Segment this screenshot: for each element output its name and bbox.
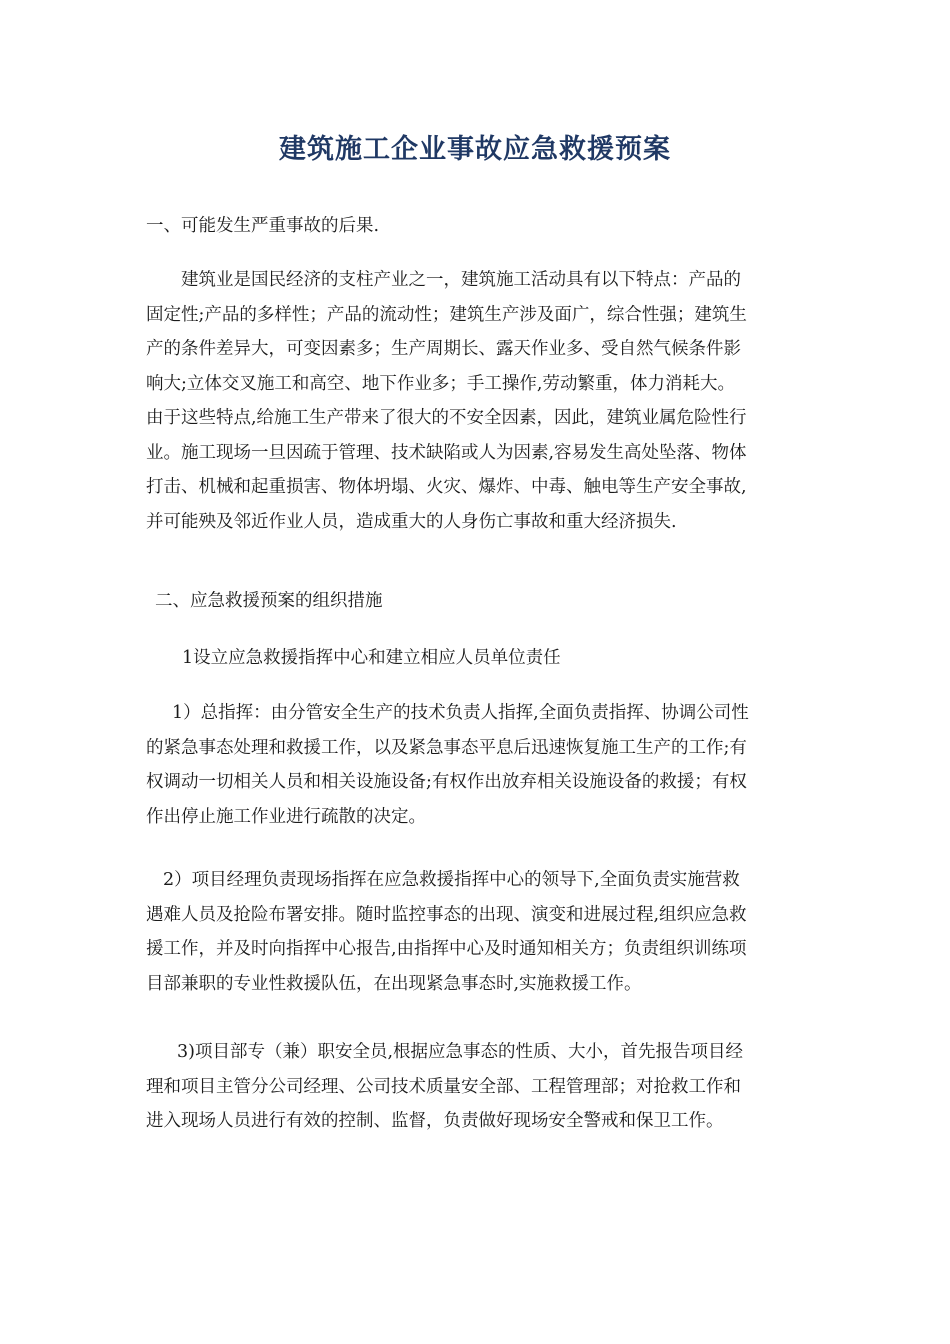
paragraph-line: 援工作，并及时向指挥中心报告,由指挥中心及时通知相关方；负责组织训练项 [146,939,747,959]
paragraph-line: 理和项目主管分公司经理、公司技术质量安全部、工程管理部；对抢救工作和 [146,1076,741,1097]
paragraph-line: 响大;立体交叉施工和高空、地下作业多；手工操作,劳动繁重，体力消耗大。 [146,373,735,394]
paragraph-line: 2）项目经理负责现场指挥在应急救援指挥中心的领导下,全面负责实施营救 [163,870,740,890]
paragraph-line: 的紧急事态处理和救援工作，以及紧急事态平息后迅速恢复施工生产的工作;有 [146,737,747,758]
paragraph-line: 业。施工现场一旦因疏于管理、技术缺陷或人为因素,容易发生高处坠落、物体 [146,442,747,463]
paragraph-line: 3)项目部专（兼）职安全员,根据应急事态的性质、大小，首先报告项目经 [177,1042,744,1062]
paragraph-safety-officer [146,1035,806,1139]
paragraph-line: 固定性;产品的多样性；产品的流动性；建筑生产涉及面广，综合性强；建筑生 [146,304,747,325]
paragraph-industry-characteristics [146,263,806,539]
paragraph-line: 产的条件差异大，可变因素多；生产周期长、露天作业多、受自然气候条件影 [146,339,741,359]
section-heading-organization: 二、应急救援预案的组织措施 [155,591,383,611]
paragraph-line: 作出停止施工作业进行疏散的决定。 [146,806,426,827]
paragraph-line: 进入现场人员进行有效的控制、监督，负责做好现场安全警戒和保卫工作。 [146,1111,724,1131]
document-title: 建筑施工企业事故应急救援预案 [279,134,671,165]
section-heading-consequences: 一、可能发生严重事故的后果. [146,216,380,236]
paragraph-line: 1）总指挥：由分管安全生产的技术负责人指挥,全面负责指挥、协调公司性 [172,703,749,723]
subsection-heading-command-center: 1设立应急救援指挥中心和建立相应人员单位责任 [182,648,561,668]
paragraph-line: 由于这些特点,给施工生产带来了很大的不安全因素，因此，建筑业属危险性行 [146,408,747,428]
paragraph-line: 并可能殃及邻近作业人员，造成重大的人身伤亡事故和重大经济损失. [146,511,677,532]
paragraph-line: 目部兼职的专业性救援队伍，在出现紧急事态时,实施救援工作。 [146,973,642,994]
paragraph-line: 打击、机械和起重损害、物体坍塌、火灾、爆炸、中毒、触电等生产安全事故, [146,477,747,497]
paragraph-commander [146,696,806,834]
paragraph-line: 遇难人员及抢险布署安排。随时监控事态的出现、演变和进展过程,组织应急救 [146,904,747,925]
paragraph-project-manager [146,863,806,1001]
paragraph-line: 建筑业是国民经济的支柱产业之一，建筑施工活动具有以下特点：产品的 [181,270,741,290]
paragraph-line: 权调动一切相关人员和相关设施设备;有权作出放弃相关设施设备的救援；有权 [146,772,747,792]
